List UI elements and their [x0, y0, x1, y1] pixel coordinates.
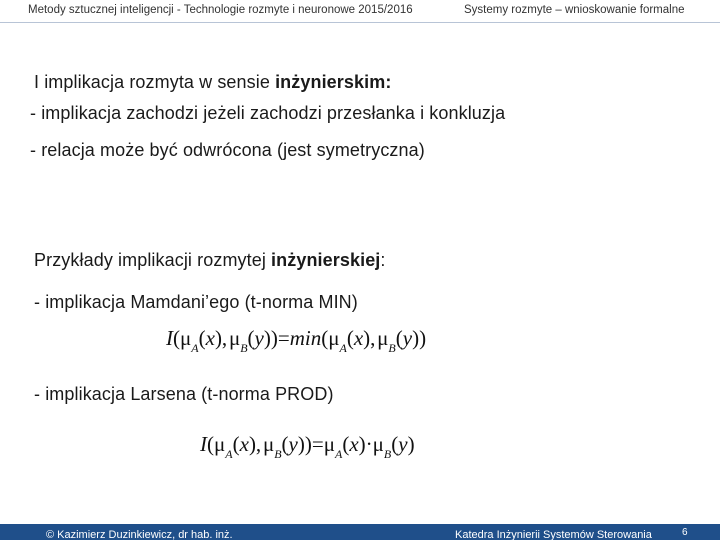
formula-symbol: μ [323, 432, 335, 456]
formula-symbol: A [225, 447, 233, 461]
formula-symbol: = [311, 432, 324, 456]
mamdani-line: - implikacja Mamdani’ego (t-norma MIN) [34, 292, 358, 312]
formula-symbol: min [289, 326, 322, 350]
formula-symbol: x [205, 326, 215, 350]
larsen-line: - implikacja Larsena (t-norma PROD) [34, 384, 334, 404]
formula-symbol: y [398, 432, 408, 456]
formula-symbol: μ [262, 432, 275, 456]
examples-bold: inżynierskiej [271, 250, 381, 270]
formula-symbol: μ [372, 432, 384, 456]
formula-symbol: B [274, 447, 282, 461]
formula-symbol: = [277, 326, 290, 350]
formula-symbol: μ [377, 326, 389, 350]
formula-symbol: μ [228, 326, 241, 350]
formula-symbol: y [254, 326, 264, 350]
header-right-text: Systemy rozmyte – wnioskowanie formalne [464, 4, 685, 16]
larsen-formula: $I(\mu_A(x)$, $\mu_B(y))=\mu_A(x)\cdot\mu_B(y)$ [200, 432, 415, 461]
formula-symbol: μ [328, 326, 340, 350]
formula-symbol: B [388, 341, 396, 355]
formula-symbol: x [353, 326, 364, 350]
mamdani-formula: $I(\mu_A(x)$, $\mu_B(y))=\min(\mu_A(x)$, $\mu_B(y)$) [166, 326, 427, 355]
examples-text: Przykłady implikacji rozmytej [34, 250, 272, 270]
footer-author: © Kazimierz Duzinkiewicz, dr hab. inż. [46, 529, 233, 541]
formula-symbol: A [339, 341, 347, 355]
formula-symbol: y [288, 432, 298, 456]
page-number: 6 [682, 527, 688, 538]
formula-symbol: I [166, 326, 173, 350]
formula-symbol: I [200, 432, 207, 456]
header-left-text: Metody sztucznej inteligencji - Technologie rozmyte i neuronowe 2015/2016 [28, 4, 413, 16]
header-divider [0, 22, 720, 23]
formula-symbol: A [191, 341, 199, 355]
property-line-1: - implikacja zachodzi jeżeli zachodzi przesłanka i konkluzja [30, 103, 506, 123]
definition-bold: inżynierskim: [275, 72, 392, 92]
definition-line [34, 72, 391, 93]
footer-department: Katedra Inżynierii Systemów Sterowania [455, 529, 652, 541]
formula-symbol: μ [180, 326, 192, 350]
formula-symbol: · [365, 432, 373, 456]
property-line-2: - relacja może być odwrócona (jest symetryczna) [30, 140, 425, 160]
formula-symbol: A [334, 447, 343, 461]
formula-symbol: x [349, 432, 359, 456]
formula-symbol: y [402, 326, 413, 350]
examples-heading [34, 250, 386, 271]
formula-symbol: μ [214, 432, 226, 456]
examples-colon: : [380, 250, 386, 270]
definition-text: I implikacja rozmyta w sensie [34, 72, 276, 92]
formula-symbol: B [383, 447, 392, 461]
formula-symbol: B [240, 341, 248, 355]
formula-symbol: x [239, 432, 249, 456]
